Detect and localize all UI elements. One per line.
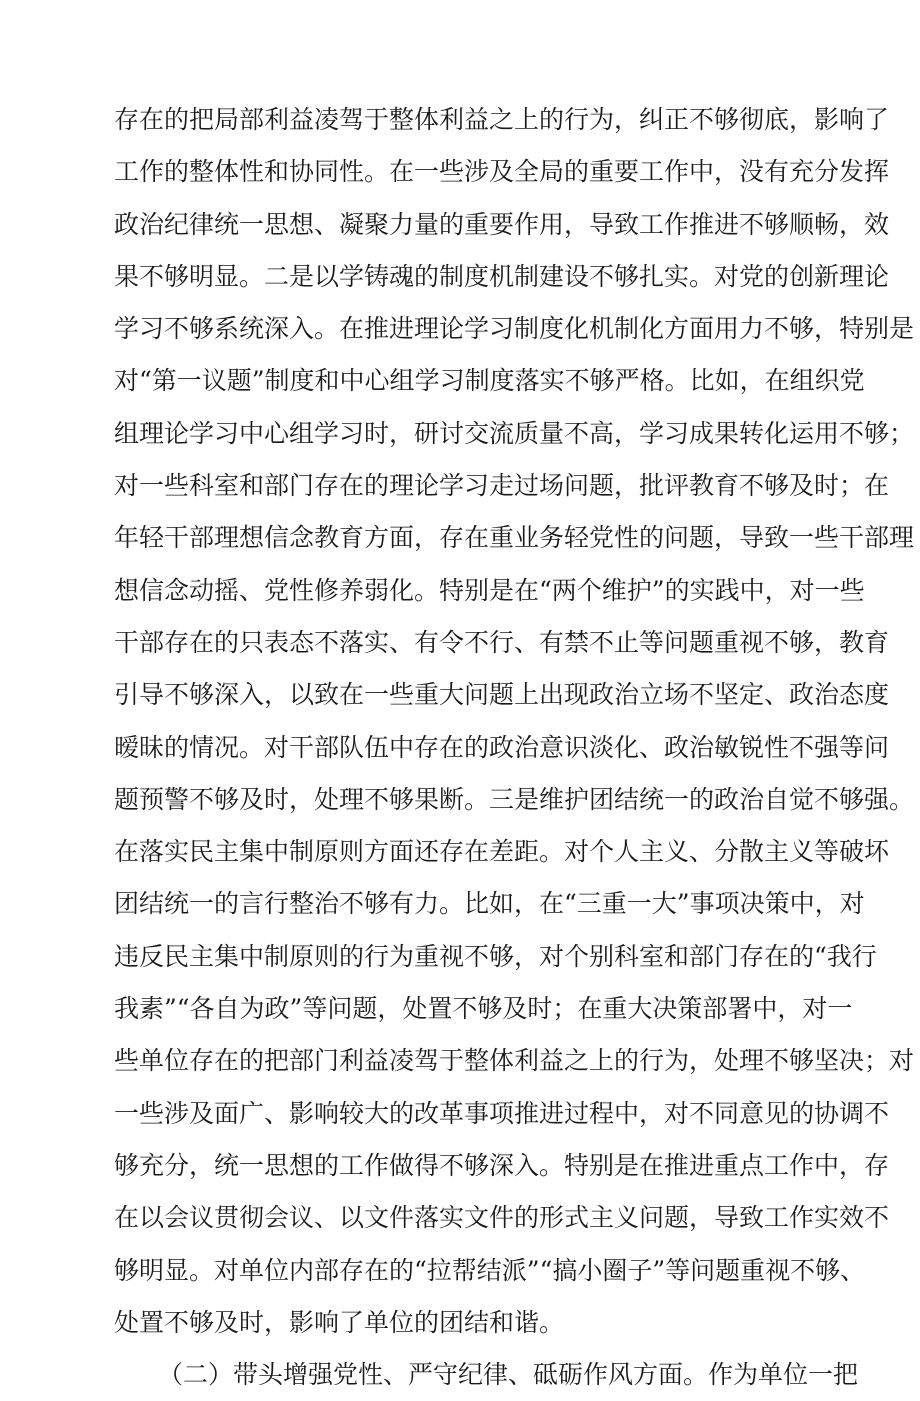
text-line: 对“第一议题”制度和中心组学习制度落实不够严格。比如，在组织党 (114, 366, 865, 396)
text-line: 想信念动摇、党性修养弱化。特别是在“两个维护”的实践中，对一些 (114, 575, 865, 605)
text-line: 些单位存在的把部门利益凌驾于整体利益之上的行为，处理不够坚决；对 (114, 1046, 915, 1076)
text-line: 对一些科室和部门存在的理论学习走过场问题，批评教育不够及时；在 (114, 471, 890, 501)
text-line: 违反民主集中制原则的行为重视不够，对个别科室和部门存在的“我行 (114, 941, 877, 971)
text-line: 工作的整体性和协同性。在一些涉及全局的重要工作中，没有充分发挥 (114, 157, 890, 187)
text-line: 政治纪律统一思想、凝聚力量的重要作用，导致工作推进不够顺畅，效 (114, 209, 890, 239)
text-line: 够充分，统一思想的工作做得不够深入。特别是在推进重点工作中，存 (114, 1150, 890, 1180)
text-line: 干部存在的只表态不落实、有令不行、有禁不止等问题重视不够，教育 (114, 627, 890, 657)
text-line: 我素”“各自为政”等问题，处置不够及时；在重大决策部署中，对一 (114, 994, 853, 1024)
text-line: 果不够明显。二是以学铸魂的制度机制建设不够扎实。对党的创新理论 (114, 261, 890, 291)
text-line: 够明显。对单位内部存在的“拉帮结派”“搞小圈子”等问题重视不够、 (114, 1255, 866, 1285)
text-line: 年轻干部理想信念教育方面，存在重业务轻党性的问题，导致一些干部理 (114, 523, 915, 553)
body-text (114, 94, 915, 1401)
paragraph-last-line: 处置不够及时，影响了单位的团结和谐。 (114, 1307, 565, 1337)
text-line: 团结统一的言行整治不够有力。比如，在“三重一大”事项决策中，对 (114, 889, 865, 919)
text-line: 引导不够深入，以致在一些重大问题上出现政治立场不坚定、政治态度 (114, 680, 890, 710)
text-line: 暧昧的情况。对干部队伍中存在的政治意识淡化、政治敏锐性不强等问 (114, 732, 890, 762)
text-line: 一些涉及面广、影响较大的改革事项推进过程中，对不同意见的协调不 (114, 1098, 890, 1128)
text-line: 在以会议贯彻会议、以文件落实文件的形式主义问题，导致工作实效不 (114, 1203, 890, 1233)
text-line: 组理论学习中心组学习时，研讨交流质量不高，学习成果转化运用不够； (114, 418, 915, 448)
text-line: 题预警不够及时，处理不够果断。三是维护团结统一的政治自觉不够强。 (114, 784, 915, 814)
text-line: 学习不够系统深入。在推进理论学习制度化机制化方面用力不够，特别是 (114, 314, 915, 344)
section-heading-line: （二）带头增强党性、严守纪律、砥砺作风方面。作为单位一把 (158, 1360, 859, 1390)
text-line: 在落实民主集中制原则方面还存在差距。对个人主义、分散主义等破坏 (114, 837, 890, 867)
text-line: 存在的把局部利益凌驾于整体利益之上的行为，纠正不够彻底，影响了 (114, 105, 890, 134)
